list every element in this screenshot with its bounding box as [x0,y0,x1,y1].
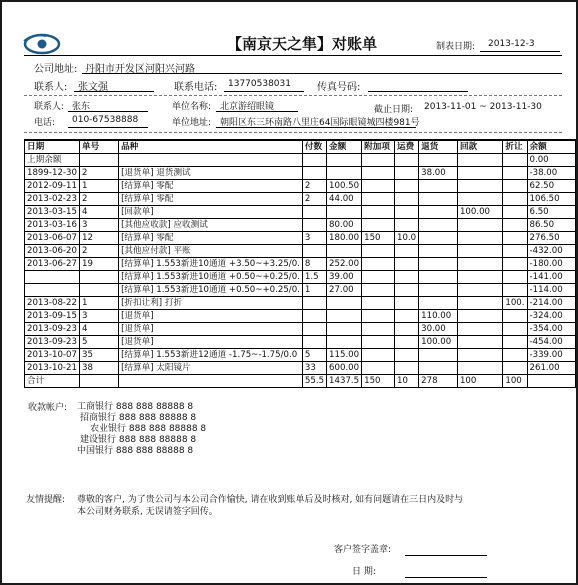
table-cell: 27.00 [327,284,362,297]
table-cell [395,206,419,219]
table-cell: 276.50 [527,232,575,245]
table-row [25,167,576,180]
table-cell [457,232,502,245]
column-header: 付数 [302,140,326,154]
table-cell [302,336,326,349]
table-cell: [结算单] 太阳镜片 [119,362,303,375]
table-cell [362,258,395,271]
table-cell [327,167,362,180]
table-cell [395,362,419,375]
table-cell [327,310,362,323]
table-cell [395,323,419,336]
table-cell: 2012-09-11 [25,180,80,193]
bank-account: 工商银行 888 888 88888 8 [77,402,194,412]
table-row [25,232,576,245]
table-cell: 8 [302,258,326,271]
total-cell: 278 [419,375,458,388]
company-fax-underline [368,91,468,92]
customer-divider-bottom [24,132,562,133]
table-cell [362,245,395,258]
table-cell [327,336,362,349]
table-cell: 2 [79,193,118,206]
table-cell: [结算单] 1.553新进12通道 -1.75~-1.75/0.0 [119,349,303,362]
table-cell: -432.00 [527,245,575,258]
total-cell [527,375,575,388]
table-cell [79,284,118,297]
table-cell: [回款单] [119,206,303,219]
table-cell: -214.00 [527,297,575,310]
table-cell [362,362,395,375]
bank-account: 招商银行 888 888 88888 8 [80,413,197,423]
customer-divider-top [24,95,562,96]
table-cell: 86.50 [527,219,575,232]
table-cell: [其他应收款] 应收测试 [119,219,303,232]
table-cell [457,154,502,167]
table-cell [119,154,303,167]
table-cell: 2013-02-23 [25,193,80,206]
bank-label: 收款帐户: [28,403,68,413]
table-cell: 2013-03-15 [25,206,80,219]
table-cell [503,206,527,219]
customer-contact-label: 联系人: [34,102,65,112]
customer-contact: 张东 [72,102,91,112]
table-cell: [其他应付款] 平账 [119,245,303,258]
table-cell: -38.00 [527,167,575,180]
table-cell: 80.00 [327,219,362,232]
table-row [25,180,576,193]
table-cell: 150 [362,232,395,245]
table-cell: 2013-06-20 [25,245,80,258]
bank-account: 农业银行 888 888 88888 8 [90,424,207,434]
table-cell: 4 [79,323,118,336]
table-cell [362,154,395,167]
table-cell: 2013-10-21 [25,362,80,375]
table-cell [419,219,458,232]
table-cell [503,232,527,245]
table-cell: [结算单] 1.553新进10通道 +0.50~+0.25/0. [119,284,303,297]
table-cell: [退货单] [119,336,303,349]
table-row [25,271,576,284]
column-header: 回款 [457,140,502,154]
table-cell [419,245,458,258]
table-cell: 2013-06-27 [25,258,80,271]
table-cell: 3 [302,232,326,245]
total-cell [119,375,303,388]
table-cell [503,219,527,232]
table-cell [302,245,326,258]
table-cell [395,297,419,310]
table-cell: -354.00 [527,323,575,336]
table-cell [419,154,458,167]
column-header: 金额 [327,140,362,154]
company-fax-label: 传真号码: [317,82,361,93]
table-cell [503,167,527,180]
table-cell [302,206,326,219]
customer-phone: 010-67538888 [72,115,139,125]
column-header: 单号 [79,140,118,154]
table-cell: 100.00 [457,206,502,219]
note-line-2: 本公司财务联系, 无误请签字回传。 [77,507,218,517]
table-cell [362,323,395,336]
table-cell [503,258,527,271]
table-cell [362,271,395,284]
table-cell: 2 [302,180,326,193]
table-cell: 2013-10-07 [25,349,80,362]
table-cell [503,362,527,375]
table-cell: [结算单] 零配 [119,193,303,206]
table-row [25,206,576,219]
table-cell: [退货单] [119,323,303,336]
table-cell [457,336,502,349]
table-row [25,219,576,232]
customer-address-label: 单位地址: [172,118,212,128]
table-cell: 600.00 [327,362,362,375]
table-cell: -141.00 [527,271,575,284]
table-cell [362,336,395,349]
total-cell [79,375,118,388]
table-cell [25,284,80,297]
table-cell: [退货单] [119,310,303,323]
company-phone-underline [224,91,304,92]
table-cell: 180.00 [327,232,362,245]
table-row [25,245,576,258]
table-cell: 3 [79,310,118,323]
customer-name-underline [216,111,298,112]
table-cell [457,193,502,206]
table-cell: 100.00 [419,336,458,349]
table-cell [457,297,502,310]
table-cell: 5 [79,336,118,349]
table-cell [419,258,458,271]
table-row [25,362,576,375]
table-cell [395,219,419,232]
table-cell: -454.00 [527,336,575,349]
table-cell: 1 [79,297,118,310]
table-cell [395,193,419,206]
table-cell [503,245,527,258]
table-cell: 1.5 [302,271,326,284]
customer-name: 北京游绍眼镜 [220,102,275,112]
table-cell [419,193,458,206]
table-cell: 2 [79,167,118,180]
table-cell: 2013-09-23 [25,336,80,349]
table-cell: [结算单] 零配 [119,180,303,193]
table-cell [419,180,458,193]
table-cell: 39.00 [327,271,362,284]
cutoff-range: 2013-11-01 ~ 2013-11-30 [424,102,542,112]
bank-account: 中国银行 888 888 88888 8 [77,446,194,456]
table-cell [419,362,458,375]
column-header: 余额 [527,140,575,154]
table-cell [79,154,118,167]
table-cell: 110.00 [419,310,458,323]
total-cell: 100 [457,375,502,388]
table-cell [327,154,362,167]
table-cell: 2013-09-15 [25,310,80,323]
table-cell: 115.00 [327,349,362,362]
company-phone-label: 联系电话: [174,82,218,93]
table-cell [503,323,527,336]
statement-title: 【南京天之隼】对账单 [227,35,378,53]
table-cell [395,180,419,193]
table-row [25,336,576,349]
table-total-row [25,375,576,388]
table-cell: 35 [79,349,118,362]
table-cell: 12 [79,232,118,245]
table-cell [503,284,527,297]
table-cell: -324.00 [527,310,575,323]
column-header: 运费 [395,140,419,154]
table-cell [362,193,395,206]
table-row [25,258,576,271]
table-row [25,193,576,206]
table-cell [457,362,502,375]
table-cell [503,271,527,284]
table-cell: 62.50 [527,180,575,193]
table-cell: [结算单] 零配 [119,232,303,245]
table-cell [503,154,527,167]
table-header-row [25,140,576,154]
table-cell [457,310,502,323]
header-divider [24,55,562,56]
customer-address: 朝阳区东三环南路八里庄64国际眼镜城四楼981号 [220,118,420,128]
table-cell [419,271,458,284]
table-cell [503,310,527,323]
table-cell [395,284,419,297]
table-cell [419,206,458,219]
table-cell: 100. [503,297,527,310]
table-cell [395,258,419,271]
table-cell: 2 [302,193,326,206]
total-cell: 合计 [25,375,80,388]
table-cell: 3 [79,219,118,232]
table-cell [457,245,502,258]
total-cell: 55.5 [302,375,326,388]
customer-phone-underline [68,127,148,128]
table-cell [503,349,527,362]
table-cell: 5 [302,349,326,362]
table-cell: 1899-12-30 [25,167,80,180]
table-cell: 2013-09-23 [25,323,80,336]
company-address-underline [82,73,562,74]
table-cell: 100.50 [327,180,362,193]
table-cell [457,284,502,297]
table-cell [302,323,326,336]
table-row [25,284,576,297]
table-cell [419,297,458,310]
table-cell: 0.00 [527,154,575,167]
table-cell: -180.00 [527,258,575,271]
table-cell [457,271,502,284]
bank-account-list [77,402,206,457]
table-cell [302,219,326,232]
table-row [25,323,576,336]
table-cell: 30.00 [419,323,458,336]
signature-line [405,555,487,556]
table-cell: 33 [302,362,326,375]
table-cell [419,232,458,245]
table-cell: [结算单] 1.553新进10通道 +3.50~+3.25/0. [119,258,303,271]
table-cell [362,167,395,180]
table-cell [395,167,419,180]
table-cell [362,310,395,323]
table-cell [395,154,419,167]
column-header: 折让 [503,140,527,154]
table-cell [457,167,502,180]
table-cell: 上期余额 [25,154,80,167]
table-cell: 38 [79,362,118,375]
company-address-label: 公司地址: [34,64,78,75]
company-phone: 13770538031 [228,79,291,89]
signature-label: 客户签字盖章: [334,545,392,555]
table-cell: -339.00 [527,349,575,362]
column-header: 附加项 [362,140,395,154]
total-cell: 10 [395,375,419,388]
column-header: 退货 [419,140,458,154]
table-cell [457,323,502,336]
table-cell: 106.50 [527,193,575,206]
table-cell [327,206,362,219]
table-cell: 252.00 [327,258,362,271]
table-cell: 2013-06-07 [25,232,80,245]
table-cell: -114.00 [527,284,575,297]
table-cell [457,219,502,232]
customer-contact-underline [68,111,148,112]
total-cell: 100 [503,375,527,388]
table-cell [362,349,395,362]
note-label: 友情提醒: [26,495,66,505]
table-cell [362,297,395,310]
table-cell [395,336,419,349]
table-cell [419,284,458,297]
table-row [25,297,576,310]
table-cell: 261.00 [527,362,575,375]
column-header: 品种 [119,140,303,154]
table-cell [395,271,419,284]
company-address: 丹阳市开发区河阳兴河路 [85,64,195,75]
table-cell [457,258,502,271]
table-cell: [结算单] 1.553新进10通道 +0.50~+0.25/0. [119,271,303,284]
column-header: 日期 [25,140,80,154]
table-cell [457,349,502,362]
customer-address-underline [216,127,416,128]
table-cell [327,323,362,336]
table-date-label: 制表日期: [436,42,476,52]
table-cell [503,336,527,349]
company-contact-underline [74,91,154,92]
table-cell [395,245,419,258]
table-date-value: 2013-12-3 [488,39,535,49]
table-cell: 44.00 [327,193,362,206]
table-cell [419,349,458,362]
table-cell [395,349,419,362]
table-cell [302,167,326,180]
company-contact-label: 联系人: [34,82,68,93]
company-logo-icon [20,30,64,58]
table-cell [327,245,362,258]
table-cell: 10.0 [395,232,419,245]
table-cell [395,310,419,323]
bank-account: 建设银行 888 888 88888 8 [80,435,197,445]
table-row [25,310,576,323]
table-cell: 1 [79,180,118,193]
table-date-underline [480,51,560,52]
table-cell [302,297,326,310]
sign-date-label: 日 期: [352,567,376,577]
table-cell [503,193,527,206]
table-cell [327,297,362,310]
table-cell [302,154,326,167]
company-contact: 张文强 [78,82,108,93]
customer-phone-label: 电话: [34,118,56,128]
total-cell: 150 [362,375,395,388]
table-cell [362,206,395,219]
table-cell: 4 [79,206,118,219]
table-cell [362,180,395,193]
statement-table [24,139,576,388]
customer-name-label: 单位名称: [172,102,212,112]
sign-date-line [405,577,487,578]
note-line-1: 尊敬的客户, 为了贵公司与本公司合作愉快, 请在收到账单后及时核对, 如有问题请在三日内及时与 [77,495,464,505]
total-cell: 1437.5 [327,375,362,388]
table-row [25,349,576,362]
table-cell: 1 [302,284,326,297]
cutoff-label: 截止日期: [374,105,414,115]
table-cell: [退货单] 退货测试 [119,167,303,180]
table-cell [503,180,527,193]
table-cell: 38.00 [419,167,458,180]
table-cell [79,271,118,284]
table-cell: 2013-03-16 [25,219,80,232]
table-cell [25,271,80,284]
table-cell: 6.50 [527,206,575,219]
table-cell [362,284,395,297]
table-cell: 2013-08-22 [25,297,80,310]
table-cell: 19 [79,258,118,271]
table-cell [457,180,502,193]
table-cell [302,310,326,323]
table-cell: 2 [79,245,118,258]
table-cell [362,219,395,232]
table-cell: [折扣让利] 打折 [119,297,303,310]
table-row [25,154,576,167]
